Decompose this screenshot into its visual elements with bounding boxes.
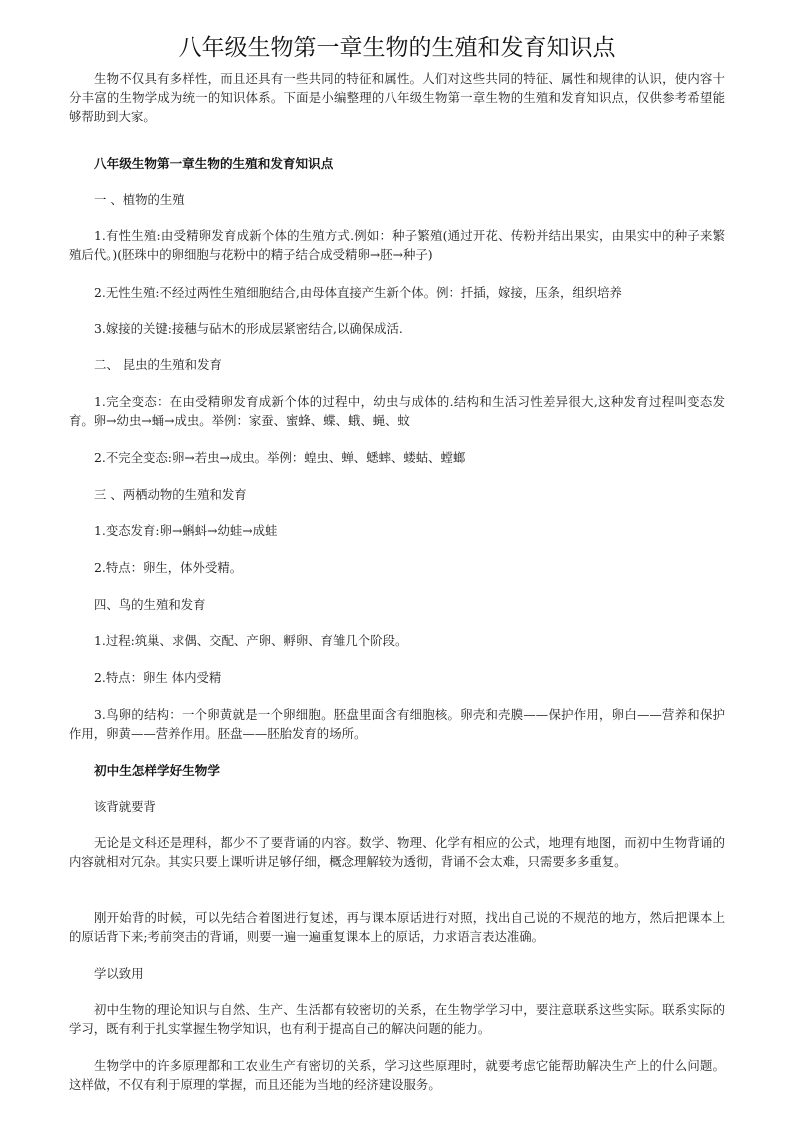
study-subheading-1: 该背就要背 xyxy=(94,799,156,814)
study-paragraph-3: 初中生物的理论知识与自然、生产、生活都有较密切的关系，在生物学学习中，要注意联系这些实际。联系实际的学习，既有利于扎实掌握生物学知识，也有利于提高自己的解决问题的能力。 xyxy=(69,1002,725,1036)
study-heading: 初中生怎样学好生物学 xyxy=(94,763,220,778)
amphibians-item-1: 1.变态发育:卵→蝌蚪→幼蛙→成蛙 xyxy=(94,523,278,538)
birds-item-1: 1.过程:筑巢、求偶、交配、产卵、孵卵、育雏几个阶段。 xyxy=(94,633,408,648)
birds-item-3: 3.鸟卵的结构：一个卵黄就是一个卵细胞。胚盘里面含有细胞核。卵壳和壳膜——保护作用，卵白——营养和保护作用，卵黄——营养作用。胚盘——胚胎发育的场所。 xyxy=(69,707,725,741)
plants-heading: 一 、植物的生殖 xyxy=(94,192,185,207)
study-subheading-2: 学以致用 xyxy=(94,966,144,981)
birds-heading: 四、鸟的生殖和发育 xyxy=(94,597,206,612)
study-paragraph-1: 无论是文科还是理科，都少不了要背诵的内容。数学、物理、化学有相应的公式，地理有地图，而初中生物背诵的内容就相对冗杂。其实只要上课听讲足够仔细，概念理解较为透彻，背诵不会太难，只需要多多重复。 xyxy=(69,835,725,869)
page-title: 八年级生物第一章生物的生殖和发育知识点 xyxy=(178,35,616,61)
plants-item-2: 2.无性生殖:不经过两性生殖细胞结合,由母体直接产生新个体。例：扦插，嫁接，压条，组织培养 xyxy=(94,285,622,300)
plants-item-1: 1.有性生殖:由受精卵发育成新个体的生殖方式.例如：种子繁殖(通过开花、传粉并结出果实，由果实中的种子来繁殖后代。)(胚珠中的卵细胞与花粉中的精子结合成受精卵→胚→种子) xyxy=(69,228,725,262)
insects-heading: 二、 昆虫的生殖和发育 xyxy=(94,357,222,372)
section-heading: 八年级生物第一章生物的生殖和发育知识点 xyxy=(94,156,334,171)
study-paragraph-4: 生物学中的许多原理都和工农业生产有密切的关系，学习这些原理时，就要考虑它能帮助解决生产上的什么问题。这样做，不仅有利于原理的掌握，而且还能为当地的经济建设服务。 xyxy=(69,1058,725,1092)
insects-item-2: 2.不完全变态:卵→若虫→成虫。举例：蝗虫、蝉、蟋蟀、蝼蛄、螳螂 xyxy=(94,450,466,465)
plants-item-3: 3.嫁接的关键:接穗与砧木的形成层紧密结合,以确保成活. xyxy=(94,321,403,336)
amphibians-item-2: 2.特点：卵生，体外受精。 xyxy=(94,560,243,575)
study-paragraph-2: 刚开始背的时候，可以先结合着图进行复述，再与课本原话进行对照，找出自己说的不规范的地方，然后把课本上的原话背下来;考前突击的背诵，则要一遍一遍重复课本上的原话，力求语言表达准确。 xyxy=(69,910,725,944)
intro-paragraph: 生物不仅具有多样性，而且还具有一些共同的特征和属性。人们对这些共同的特征、属性和规律的认识，使内容十分丰富的生物学成为统一的知识体系。下面是小编整理的八年级生物第一章生物的生殖和发育知识点，仅供参考希望能够帮助到大家。 xyxy=(69,71,725,124)
birds-item-2: 2.特点：卵生 体内受精 xyxy=(94,670,222,685)
insects-item-1: 1.完全变态：在由受精卵发育成新个体的过程中，幼虫与成体的.结构和生活习性差异很大,这种发育过程叫变态发育。卵→幼虫→蛹→成虫。举例：家蚕、蜜蜂、蝶、蛾、蝇、蚊 xyxy=(69,394,725,428)
amphibians-heading: 三 、两栖动物的生殖和发育 xyxy=(94,487,247,502)
